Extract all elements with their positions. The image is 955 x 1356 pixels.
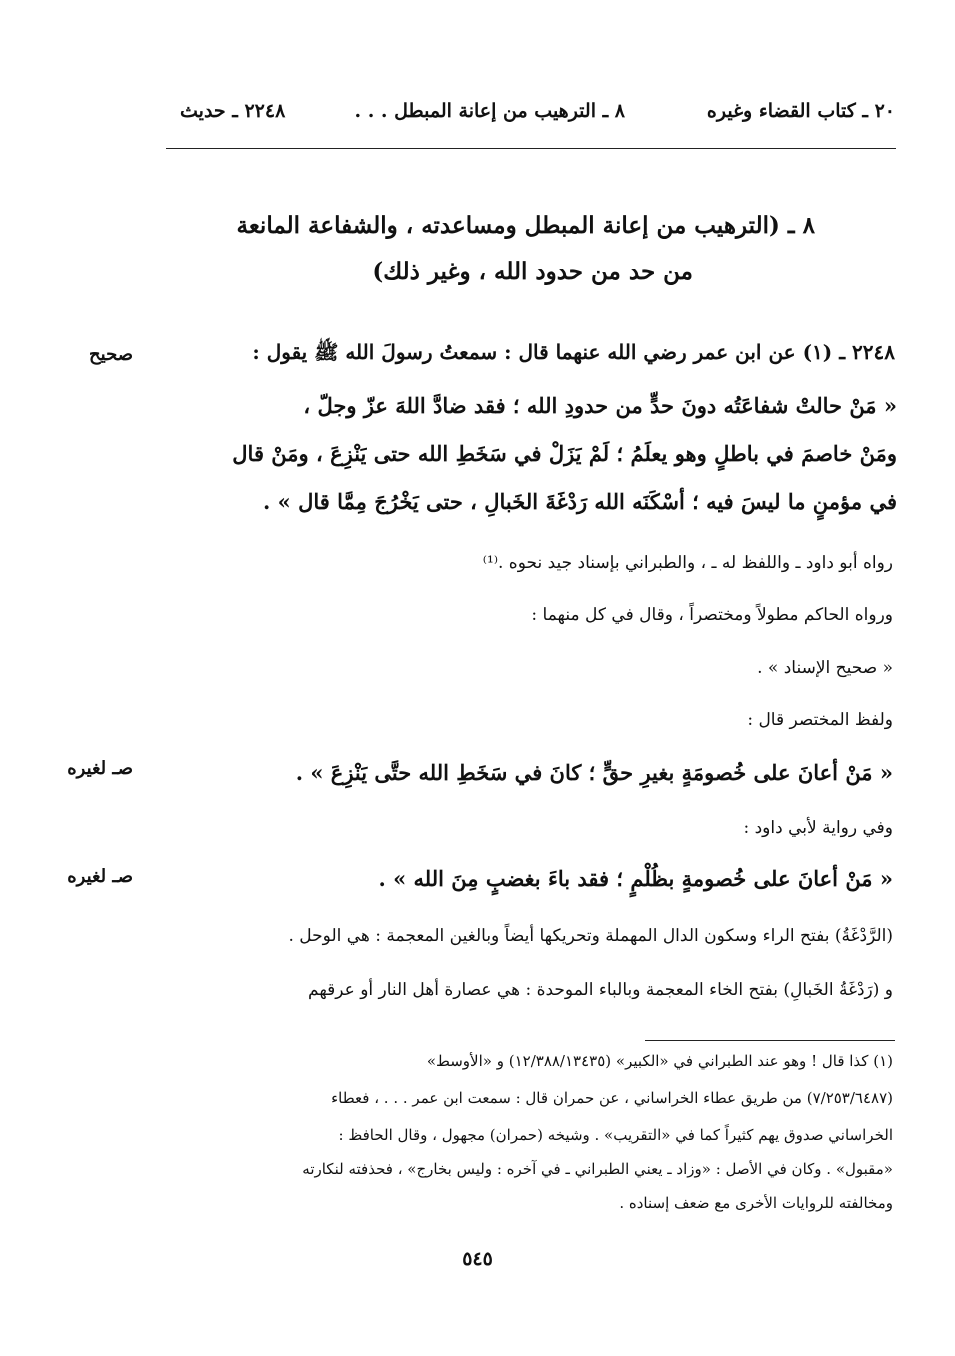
glossary-line1: (الرَّدْغَةُ) بفتح الراء وسكون الدال المهملة وتحريكها أيضاً وبالغين المعجمة : هي الوحل .: [288, 926, 893, 946]
footnote-divider: [645, 1040, 895, 1041]
footnote-line3: الخراساني صدوق يهم كثيراً كما في «التقريب» . وشيخه (حمران) مجهول ، وقال الحافظ :: [338, 1126, 893, 1144]
chapter-title-line1: ٨ ـ (الترهيب من إعانة المبطل ومساعدته ، والشفاعة المانعة: [236, 212, 815, 239]
narration-line4: ولفظ المختصر قال :: [747, 710, 893, 730]
grade-label-hasan-lighayrihi-2: صـ لغيره: [67, 866, 133, 887]
header-hadith-number: ٢٢٤٨ ـ حديث: [180, 100, 286, 122]
page-number: ٥٤٥: [462, 1248, 493, 1270]
narration-line2: ورواه الحاكم مطولاً ومختصراً ، وقال في كل منهما :: [531, 605, 893, 625]
chapter-title-line2: من حد من حدود الله ، وغير ذلك): [372, 258, 693, 285]
footnote-line4: «مقبول» . وكان في الأصل : «وزاد ـ يعني الطبراني ـ في آخره : وليس بخارج» ، فحذفته لنكارته: [302, 1160, 893, 1178]
grade-label-hasan-lighayrihi-1: صـ لغيره: [67, 758, 133, 779]
hadith-short-text: « مَنْ أعانَ على خُصومَةٍ بغيرِ حقٍّ ؛ كانَ في سَخَطِ الله حتَّى يَنْزِعَ » .: [295, 760, 893, 785]
grade-label-sahih: صحيح: [89, 344, 133, 365]
header-divider: [166, 148, 896, 149]
footnote-line2: (٧/٢٥٣/٦٤٨٧) من طريق عطاء الخراساني ، عن حمران قال : سمعت ابن عمر . . . ، فعطاء: [331, 1089, 893, 1107]
footnote-line5: ومخالفته للروايات الأخرى مع ضعف إسناده .: [619, 1194, 893, 1212]
narration-line3: « صحيح الإسناد » .: [757, 658, 893, 678]
narration-line1: رواه أبو داود ـ واللفظ له ـ ، والطبراني بإسناد جيد نحوه .⁽¹⁾: [482, 553, 893, 573]
narration-line5: وفي رواية لأبي داود :: [743, 818, 893, 838]
hadith-intro: ٢٢٤٨ ـ (١) عن ابن عمر رضي الله عنهما قال : سمعتُ رسولَ الله ﷺ يقول :: [252, 340, 895, 364]
hadith-text-line1: « مَنْ حالتْ شفاعَتُه دونَ حدٍّ من حدودِ الله ؛ فقد ضادَّ اللهَ عزّ وجلّ ،: [303, 393, 897, 418]
footnote-line1: (١) كذا قال ! وهو عند الطبراني في «الكبير» (١٢/٣٨٨/١٣٤٣٥) و «الأوسط»: [426, 1052, 893, 1070]
hadith-text-line3: في مؤمنٍ ما ليسَ فيه ؛ أسْكَنَه الله رَدْغَةَ الخَبالِ ، حتى يَخْرُجَ مِمَّا قال » .: [263, 489, 897, 514]
glossary-line2: و (رَدْغَةُ الخَبالِ) بفتح الخاء المعجمة وبالباء الموحدة : هي عصارة أهل النار أو عرقهم: [308, 980, 893, 1000]
header-chapter-title: ٨ ـ الترهيب من إعانة المبطل . . .: [354, 100, 625, 122]
header-book-title: ٢٠ ـ كتاب القضاء وغيره: [706, 100, 895, 122]
hadith-abudawud-text: « مَنْ أعانَ على خُصومةٍ بظُلْمٍ ؛ فقد باءَ بغضبٍ مِنَ الله » .: [378, 866, 893, 891]
hadith-text-line2: ومَنْ خاصمَ في باطلٍ وهو يعلَمُ ؛ لَمْ يَزَلْ في سَخَطِ الله حتى يَنْزِعَ ، ومَنْ قال: [232, 441, 897, 466]
